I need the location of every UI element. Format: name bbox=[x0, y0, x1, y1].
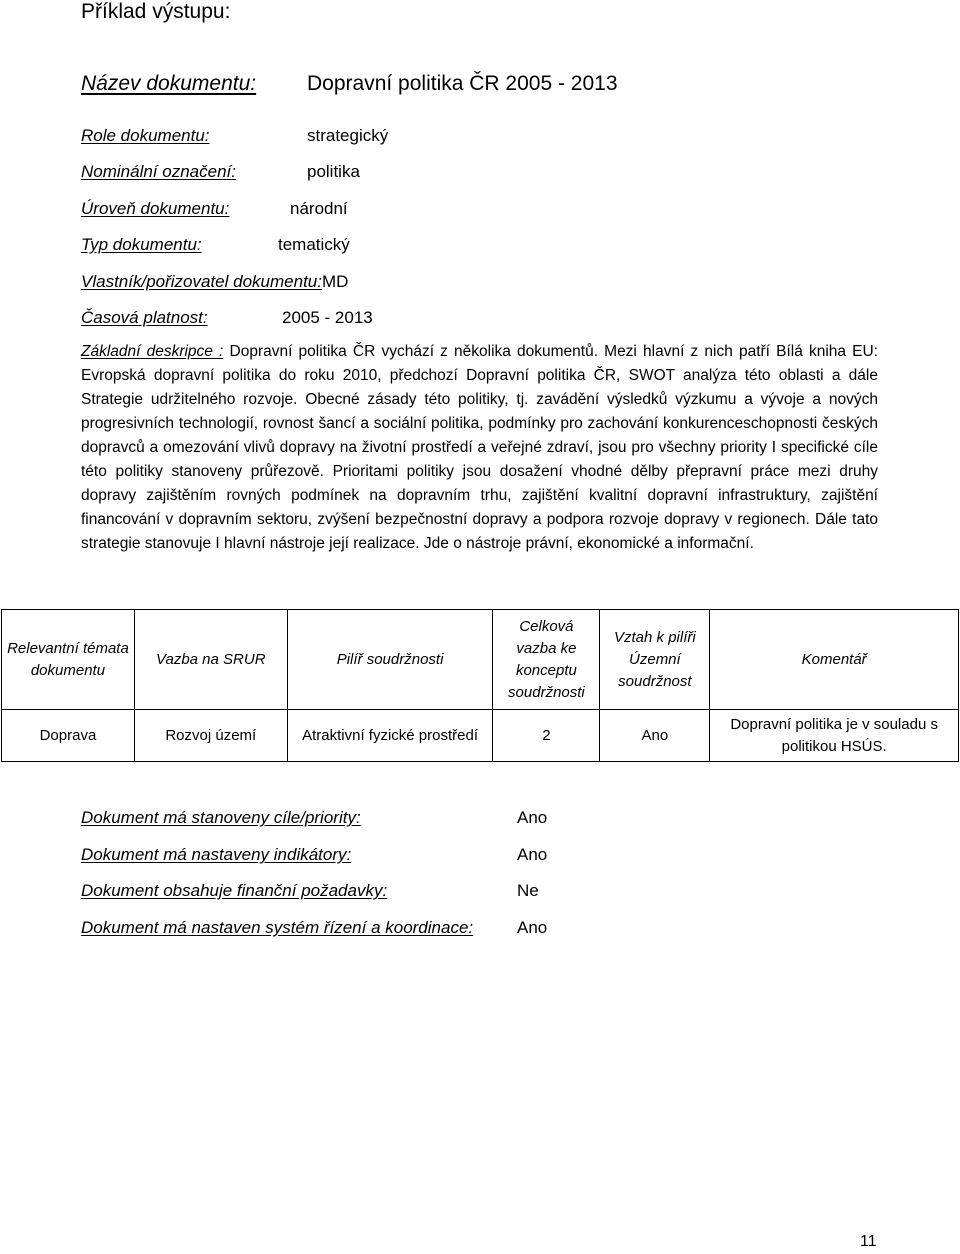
cell-comment: Dopravní politika je v souladu s politikou HSÚS. bbox=[710, 710, 959, 762]
checklist-goals-label: Dokument má stanoveny cíle/priority: bbox=[81, 808, 361, 827]
header-topics: Relevantní témata dokumentu bbox=[2, 610, 135, 710]
field-owner-label: Vlastník/pořizovatel dokumentu: bbox=[81, 272, 322, 291]
checklist-indicators-label: Dokument má nastaveny indikátory: bbox=[81, 845, 352, 864]
checklist-finance-value: Ne bbox=[517, 881, 539, 900]
cell-pillar: Atraktivní fyzické prostředí bbox=[287, 710, 493, 762]
field-owner-value: MD bbox=[321, 272, 349, 291]
document-title-label: Název dokumentu: bbox=[81, 72, 257, 95]
cell-overall-link: 2 bbox=[493, 710, 600, 762]
checklist-finance-label: Dokument obsahuje finanční požadavky: bbox=[81, 881, 388, 900]
field-nominal-label: Nominální označení: bbox=[81, 162, 236, 181]
cohesion-table bbox=[1, 609, 959, 762]
header-territorial-link: Vztah k pilíři Územní soudržnost bbox=[600, 610, 710, 710]
field-owner bbox=[81, 272, 348, 292]
field-type-value: tematický bbox=[278, 235, 350, 254]
cell-territorial-link: Ano bbox=[600, 710, 710, 762]
table-header-row bbox=[2, 610, 959, 710]
field-level-label: Úroveň dokumentu: bbox=[81, 199, 230, 218]
header-srur: Vazba na SRUR bbox=[134, 610, 287, 710]
description-text: Dopravní politika ČR vychází z několika dokumentů. Mezi hlavní z nich patří Bílá kniha EU: Evropská dopravní politika do roku 2010, předchozí Dopravní politika ČR, SWOT analýza této oblasti a dále Strategie udržitelného rozvoje. Obecné zásady této politiky, tj. zavádění výsledků výzkumu a vývoje a nových progresivních technologií, rovnost šancí a sociální politika, podmínky pro zachování konkurenceschopnosti českých dopravců a omezování vlivů dopravy na životní prostředí a veřejné zdraví, jsou pro všechny priority I specifické cíle této politiky stanoveny průřezově. Prioritami politiky jsou dosažení vhodné dělby přepravní práce mezi druhy dopravy zajištěním rovných podmínek na dopravním trhu, zajištění kvalitní dopravní infrastruktury, zajištění financování v dopravním sektoru, zvýšení bezpečnostní dopravy a podpora rozvoje dopravy v regionech. Dále tato strategie stanovuje I hlavní nástroje její realizace. Jde o nástroje právní, ekonomické a informační. bbox=[81, 343, 878, 552]
field-nominal-value: politika bbox=[307, 162, 360, 181]
field-validity-label: Časová platnost: bbox=[81, 308, 208, 327]
header-comment: Komentář bbox=[710, 610, 959, 710]
header-overall-link: Celková vazba ke konceptu soudržnosti bbox=[493, 610, 600, 710]
cell-topic: Doprava bbox=[2, 710, 135, 762]
description-paragraph bbox=[81, 340, 878, 556]
page-number: 11 bbox=[860, 1233, 877, 1250]
document-title-value: Dopravní politika ČR 2005 - 2013 bbox=[307, 72, 618, 95]
page-heading: Příklad výstupu: bbox=[81, 0, 231, 23]
field-role-label: Role dokumentu: bbox=[81, 126, 210, 145]
checklist-management-label: Dokument má nastaven systém řízení a koordinace: bbox=[81, 918, 474, 937]
checklist-indicators-value: Ano bbox=[517, 845, 548, 864]
field-level-value: národní bbox=[290, 199, 348, 218]
description-label: Základní deskripce : bbox=[81, 343, 224, 360]
table-row bbox=[2, 710, 959, 762]
cell-srur: Rozvoj území bbox=[134, 710, 287, 762]
field-type-label: Typ dokumentu: bbox=[81, 235, 202, 254]
header-pillar: Pilíř soudržnosti bbox=[287, 610, 493, 710]
checklist-goals-value: Ano bbox=[517, 808, 548, 827]
field-validity-value: 2005 - 2013 bbox=[282, 308, 373, 327]
checklist-management-value: Ano bbox=[517, 918, 548, 937]
field-role-value: strategický bbox=[307, 126, 389, 145]
